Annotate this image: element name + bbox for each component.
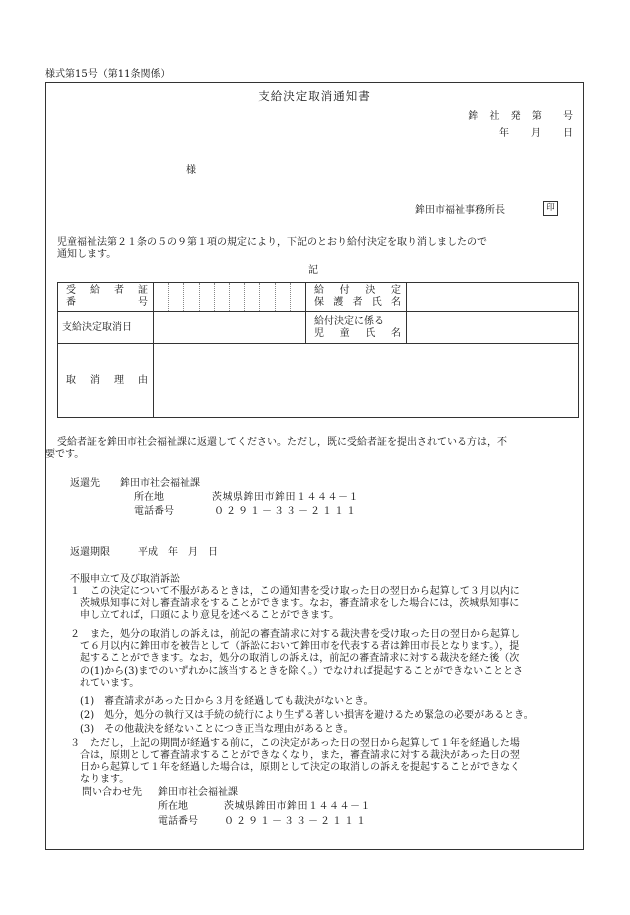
appeal-line: れています。 xyxy=(70,678,140,689)
appeal-line: 合は，原則として審査請求することができなくなり，また，審査請求に対する裁決があった日の翌 xyxy=(70,750,520,761)
label-char: 児 xyxy=(314,327,324,339)
document-title: 支給決定取消通知書 xyxy=(258,89,371,103)
appeal-line: 茨城県知事に対し審査請求をすることができます。なお，審査請求をした場合には，茨城県知事に xyxy=(70,598,520,609)
guardian-label-bottom xyxy=(310,297,406,309)
digit-box xyxy=(169,283,184,311)
appeal-line: の(1)から(3)までのいずれかに該当するときを除く。）でなければ提起することができないこととさ xyxy=(70,666,524,677)
return-destination-label: 返還先 xyxy=(70,478,100,489)
child-name-value xyxy=(407,312,579,344)
reason-label-text xyxy=(62,375,153,387)
label-char: 氏 xyxy=(365,327,376,339)
appeal-line: 日から起算して１年を経過した場合は，原則として決定の取消しの訴えを提起することができなく xyxy=(70,762,520,773)
label-char: 付 xyxy=(339,285,350,296)
date-year: 年 xyxy=(499,128,509,139)
return-location-label: 所在地 xyxy=(134,492,164,503)
inquiry-phone-label: 電話番号 xyxy=(158,816,198,827)
recipient-number-label-bottom xyxy=(62,297,153,309)
date-month: 月 xyxy=(531,128,541,139)
guardian-label-top xyxy=(310,285,406,297)
return-location: 茨城県鉾田市鉾田１４４４－１ xyxy=(212,492,359,503)
label-char: 理 xyxy=(114,374,124,386)
label-char: 番 xyxy=(66,297,76,308)
digit-box xyxy=(230,283,245,311)
inquiry-label: 問い合わせ先 xyxy=(82,787,142,798)
inquiry-department: 鉾田市社会福祉課 xyxy=(158,787,238,798)
digit-box xyxy=(215,283,230,311)
digit-box xyxy=(200,283,215,311)
label-char: 決 xyxy=(365,285,376,296)
recipient-number-label xyxy=(58,283,154,312)
label-char: 護 xyxy=(333,297,344,308)
digit-box xyxy=(260,283,275,311)
guardian-name-value xyxy=(407,283,579,312)
child-name-label xyxy=(306,312,407,344)
appeal-heading: 不服申立て及び取消訴訟 xyxy=(70,574,180,585)
label-char: 証 xyxy=(138,285,148,296)
digit-box xyxy=(276,283,291,311)
label-char: 名 xyxy=(390,327,401,339)
digit-box xyxy=(184,283,199,311)
return-deadline-label: 返還期限 xyxy=(70,547,110,558)
return-note-line-1: 受給者証を鉾田市社会福祉課に返還してください。ただし，既に受給者証を提出されている方は，不 xyxy=(57,437,507,448)
appeal-line: (1) 審査請求があった日から３月を経過しても裁決がないとき。 xyxy=(70,696,374,707)
body-text-line-2: 通知します。 xyxy=(57,249,117,260)
child-label-bottom xyxy=(310,328,406,340)
form-number-label: 様式第15号（第11条関係） xyxy=(45,69,171,80)
cancel-date-label: 支給決定取消日 xyxy=(58,312,154,344)
digit-box xyxy=(245,283,260,311)
info-table xyxy=(57,282,579,418)
recipient-number-boxes xyxy=(154,283,305,311)
issuer-name: 鉾田市福祉事務所長 xyxy=(415,205,505,216)
label-char: 氏 xyxy=(371,297,382,308)
return-phone-label: 電話番号 xyxy=(134,506,174,517)
recipient-number-cells xyxy=(154,283,306,312)
ki-heading: 記 xyxy=(308,265,318,276)
label-char: 受 xyxy=(66,285,76,296)
label-char: 取 xyxy=(66,374,76,386)
inquiry-phone: ０２９１－３３－２１１１ xyxy=(224,816,368,827)
label-char: 者 xyxy=(114,285,124,296)
appeal-line: ３ ただし，上記の期間が経過する前に，この決定があった日の翌日から起算して１年を経過した場 xyxy=(70,738,520,749)
label-char: 給 xyxy=(90,285,100,296)
body-text-line-1: 児童福祉法第２１条の５の９第１項の規定により，下記のとおり給付決定を取り消しましたので xyxy=(57,237,487,248)
return-note-line-2: 要です。 xyxy=(45,449,85,460)
appeal-line: ２ また，処分の取消しの訴えは，前記の審査請求に対する裁決書を受け取った日の翌日から起算し xyxy=(70,629,520,640)
appeal-line: １ この決定について不服があるときは，この通知書を受け取った日の翌日から起算して３月以内に xyxy=(70,586,520,597)
issue-date xyxy=(477,128,573,140)
return-deadline-value: 平成 年 月 日 xyxy=(138,547,218,558)
label-char: 童 xyxy=(339,327,350,339)
reason-value xyxy=(154,344,579,418)
label-char: 消 xyxy=(90,374,100,386)
appeal-line: 起することができます。なお，処分の取消しの訴えは，前記の審査請求に対する裁決を経た後（次 xyxy=(70,653,520,664)
appeal-line: (3) その他裁決を経ないことにつき正当な理由があるとき。 xyxy=(70,724,354,735)
label-char: 名 xyxy=(391,297,401,308)
label-char: 給 xyxy=(314,285,324,296)
cancel-date-value xyxy=(154,312,306,344)
digit-box xyxy=(154,283,169,311)
return-department: 鉾田市社会福祉課 xyxy=(120,478,200,489)
appeal-line: なります。 xyxy=(70,774,130,785)
recipient-number-label-top xyxy=(62,285,153,297)
inquiry-location-label: 所在地 xyxy=(158,801,188,812)
document-number: 鉾 社 発 第 号 xyxy=(468,111,573,122)
appeal-line: (2) 処分，処分の執行又は手続の続行により生ずる著しい損害を避けるため緊急の必要があるとき。 xyxy=(70,710,534,721)
label-char: 由 xyxy=(138,374,148,386)
seal-mark: 印 xyxy=(543,201,558,216)
reason-label xyxy=(58,344,154,418)
label-char: 定 xyxy=(390,285,401,296)
addressee-suffix: 様 xyxy=(186,165,196,176)
label-char: 号 xyxy=(138,297,148,308)
label-char: 者 xyxy=(352,297,363,308)
appeal-line: 申し立てれば，口頭により意見を述べることができます。 xyxy=(70,610,340,621)
appeal-line: て６月以内に鉾田市を被告として（訴訟において鉾田市を代表する者は鉾田市長となります。），提 xyxy=(70,641,520,652)
inquiry-location: 茨城県鉾田市鉾田１４４４－１ xyxy=(224,801,371,812)
label-char: 保 xyxy=(314,297,324,308)
date-day: 日 xyxy=(563,128,573,139)
digit-box xyxy=(291,283,305,311)
guardian-name-label xyxy=(306,283,407,312)
return-phone: ０２９１－３３－２１１１ xyxy=(214,506,358,517)
child-label-top: 給付決定に係る xyxy=(314,315,384,327)
